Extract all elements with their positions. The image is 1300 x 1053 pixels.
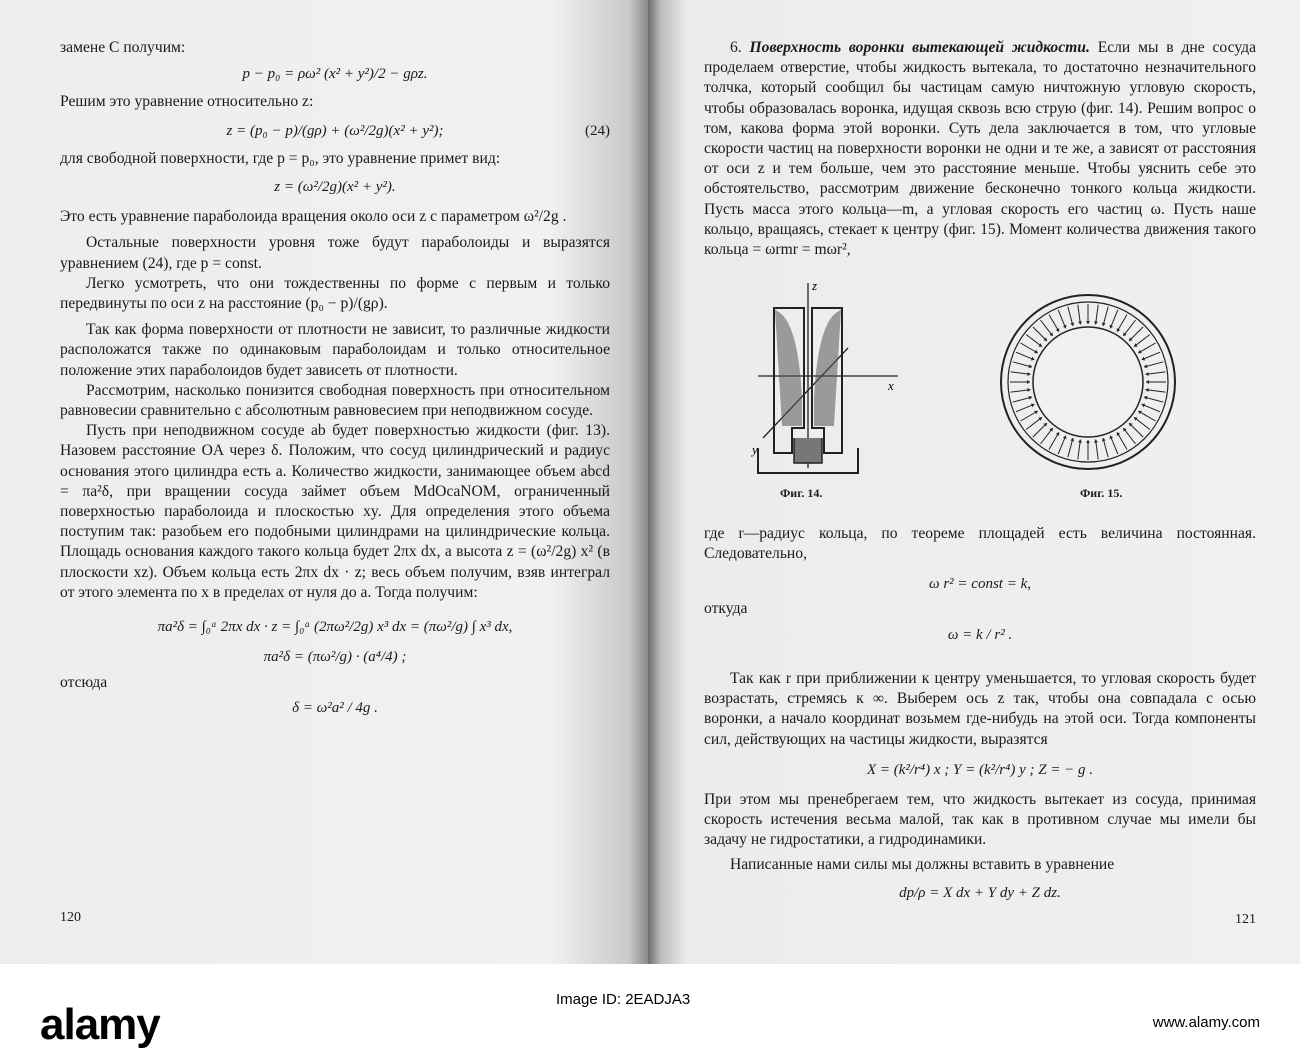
equation-number: (24) bbox=[585, 122, 610, 139]
equation-24 bbox=[60, 121, 610, 141]
radial-arrow bbox=[1013, 397, 1032, 402]
equation-body: z = (p₀ − p)/(gρ) + (ω²/2g)(x² + y²); bbox=[226, 122, 444, 139]
page-number: 121 bbox=[1235, 912, 1256, 927]
left-page bbox=[0, 0, 648, 964]
label-x: x bbox=[888, 378, 894, 393]
section-paragraph bbox=[704, 38, 1256, 260]
radial-arrow bbox=[1058, 436, 1066, 454]
section-number: 6. bbox=[730, 39, 742, 56]
paragraph: При этом мы пренебрегаем тем, что жидкость вытекает из сосуда, принимая скорость истечения весьма малой, так как в противном случае мы имели бы задачу не гидростатики, а гидродинамики. bbox=[704, 791, 1256, 849]
arrow-head bbox=[1094, 440, 1098, 443]
arrow-head bbox=[1146, 388, 1149, 392]
right-page-text-top bbox=[704, 38, 1256, 260]
paragraph: Пусть при неподвижном сосуде ab будет поверхностью жидкости (фиг. 13). Назовем расстояние OA через δ. Положим, что сосуд цилиндрический и радиус основания этого цилиндра есть a. Количество жидкости, занимающее объем abcd = πa²δ, при вращении сосуда займет объем MdOcaNOM, ограниченный поверхностью параболоида и плоскостью xy. Для определения этого объема поступим так: разобьем его подобными цилиндрами на цилиндрические кольца. Площадь основания каждого такого кольца будет 2πx dx, а высота z = (ω²/2g) x² (в плоскости xz). Объем кольца есть 2πx dx · z; весь объем получим, взяв интеграл от этого элемента по x в пределах от нуля до a. Тогда получим: bbox=[60, 422, 610, 601]
paragraph: откуда bbox=[704, 599, 748, 617]
radial-arrow bbox=[1058, 310, 1066, 328]
radial-arrow bbox=[1110, 436, 1118, 454]
arrow-head bbox=[1146, 372, 1149, 376]
liquid-left bbox=[775, 310, 802, 426]
figure-14 bbox=[738, 278, 908, 488]
section-title: Поверхность воронки вытекающей жидкости. bbox=[749, 39, 1090, 56]
radial-arrow bbox=[1049, 432, 1059, 449]
equation: X = (k²/r⁴) x ; Y = (k²/r⁴) y ; Z = − g . bbox=[866, 761, 1094, 778]
section-text: Если мы в дне сосуда проделаем отверстие, чтобы жидкость вытекала, то достаточно незначительного толчка, который сообщил бы частицам самую ничтожную угловую скорость, чтобы образовалась воронка, идущая сквозь всю струю (фиг. 14). Решим вопрос о том, какова форма этой воронки. Суть дела заключается в том, что угловые скорости частиц на поверхности воронки не одни и те же, а зависят от расстояния от оси z и тем больше, чем это расстояние меньше. Чтобы уяснить себе это обстоятельство, рассмотрим движение бесконечно тонкого кольца жидкости. Пусть масса этого кольца—m, а угловая скорость его частиц ω. Пусть наше кольцо, вращаясь, стекает к центру (фиг. 15). Момент количества движения такого кольца = ωrmr = mωr², bbox=[704, 39, 1256, 259]
equation: p − p₀ = ρω² (x² + y²)/2 − gρz. bbox=[242, 66, 428, 83]
paragraph: Так как форма поверхности от плотности не зависит, то различные жидкости расположатся также по одинаковым параболоидам и только относительное положение этих параболоидов будет зависеть от плотности. bbox=[60, 321, 610, 379]
radial-arrow bbox=[1138, 411, 1155, 421]
paragraph: Написанные нами силы мы должны вставить в уравнение bbox=[730, 855, 1115, 873]
arrow-head bbox=[1086, 321, 1090, 324]
arrow-head bbox=[1086, 440, 1090, 443]
arrow-head bbox=[1094, 321, 1098, 324]
radial-arrow bbox=[1011, 390, 1031, 393]
arrow-head bbox=[1078, 440, 1082, 443]
radial-arrow bbox=[1146, 390, 1166, 393]
equation: πa²δ = ∫₀ᵃ 2πx dx · z = ∫₀ᵃ (2πω²/2g) x³ dx = (πω²/g) ∫ x³ dx, bbox=[157, 619, 513, 636]
figure-15 bbox=[998, 292, 1178, 472]
paragraph: Рассмотрим, насколько понизится свободная поверхность при относительном равновесии сравнительно с абсолютным равновесием при неподвижном сосуде. bbox=[60, 381, 610, 420]
radial-arrow bbox=[1078, 305, 1081, 325]
page-number: 120 bbox=[60, 910, 81, 925]
image-id: Image ID: 2EADJA3 bbox=[556, 991, 691, 1008]
right-page bbox=[648, 0, 1300, 964]
liquid-right bbox=[814, 310, 841, 426]
equation: πa²δ = (πω²/g) · (a⁴/4) ; bbox=[263, 649, 407, 666]
equation: ω r² = const = k, bbox=[929, 576, 1031, 593]
radial-arrow bbox=[1129, 423, 1143, 437]
right-page-text-bottom bbox=[704, 524, 1256, 903]
radial-arrow bbox=[1138, 343, 1155, 353]
radial-arrow bbox=[1013, 362, 1032, 367]
ring-inner-edge bbox=[1033, 327, 1143, 437]
radial-arrow bbox=[1011, 372, 1031, 375]
paragraph: Легко усмотреть, что они тождественны по форме с первым и только передвинуты по оси z на расстояние (p₀ − p)/(gρ). bbox=[60, 274, 610, 313]
radial-arrow bbox=[1144, 397, 1163, 402]
equation: z = (ω²/2g)(x² + y²). bbox=[274, 179, 396, 196]
arrow-head bbox=[1027, 388, 1030, 392]
equation: ω = k / r² . bbox=[947, 626, 1013, 643]
arrow-head bbox=[1027, 380, 1030, 384]
radial-arrow bbox=[1117, 432, 1127, 449]
arrow-head bbox=[1078, 321, 1082, 324]
radial-arrow bbox=[1144, 362, 1163, 367]
left-page-text bbox=[60, 38, 610, 718]
radial-arrow bbox=[1110, 310, 1118, 328]
radial-arrow bbox=[1129, 327, 1143, 341]
equation: δ = ω²a² / 4g . bbox=[292, 699, 378, 716]
paragraph: где r—радиус кольца, по теореме площадей есть величина постоянная. Следовательно, bbox=[704, 525, 1256, 563]
alamy-url: www.alamy.com bbox=[1152, 1014, 1260, 1031]
paragraph: отсюда bbox=[60, 674, 108, 692]
label-z: z bbox=[812, 278, 818, 293]
label-y: y bbox=[752, 442, 758, 457]
paragraph: Остальные поверхности уровня тоже будут параболоиды и выразятся уравнением (24), где p = const. bbox=[60, 234, 610, 272]
radial-arrow bbox=[1033, 423, 1047, 437]
paragraph: Решим это уравнение относительно z: bbox=[60, 93, 314, 111]
drain-vessel bbox=[794, 438, 822, 463]
equation: dp/ρ = X dx + Y dy + Z dz. bbox=[899, 884, 1061, 901]
radial-arrow bbox=[1146, 372, 1166, 375]
paragraph: для свободной поверхности, где p = p₀, это уравнение примет вид: bbox=[60, 149, 501, 167]
alamy-logo: alamy bbox=[40, 1000, 160, 1049]
figure-14-caption: Фиг. 14. bbox=[780, 486, 823, 500]
arrow-head bbox=[1027, 372, 1030, 376]
radial-arrow bbox=[1096, 305, 1099, 325]
radial-arrow bbox=[1033, 327, 1047, 341]
paragraph: Это есть уравнение параболоида вращения около оси z с параметром ω²/2g . bbox=[60, 208, 567, 226]
paragraph: Так как r при приближении к центру уменьшается, то угловая скорость будет возрастать, стремясь к ∞. Выберем ось z так, чтобы она совпадала с осью воронки, а начало координат возьмем где-нибудь на этой оси. Тогда компоненты сил, действующих на частицы жидкости, выразятся bbox=[704, 670, 1256, 748]
paragraph: замене C получим: bbox=[60, 39, 186, 56]
figure-15-caption: Фиг. 15. bbox=[1080, 486, 1123, 500]
arrow-head bbox=[1146, 380, 1149, 384]
